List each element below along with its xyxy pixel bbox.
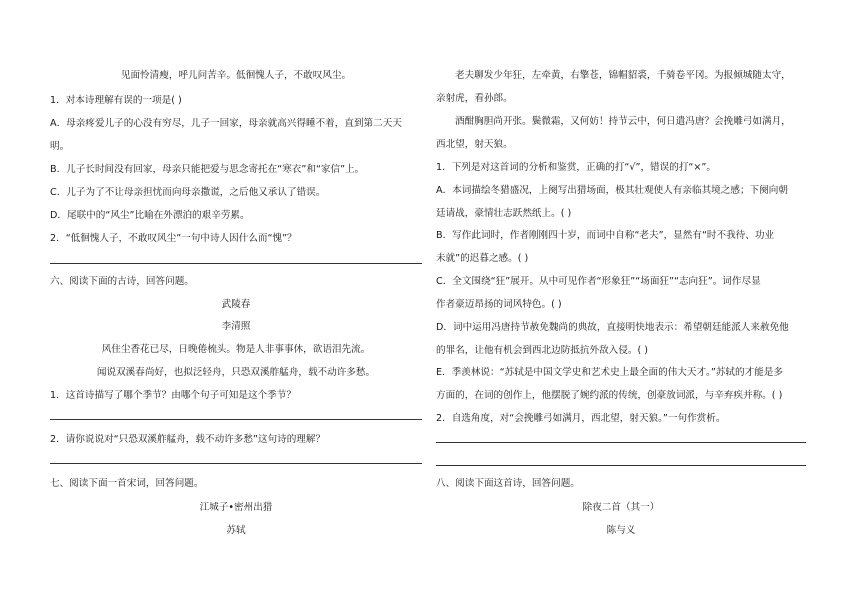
section-6-question-1: 1．这首诗描写了哪个季节？由哪个句子可知是这个季节？: [50, 390, 296, 401]
section-7-heading: 七、阅读下面一首宋词，回答问题。: [50, 478, 204, 489]
question-1-stem: 1．对本诗理解有误的一项是( ): [50, 95, 182, 106]
option-e-line-2: 方面的，在词的创作上，他摆脱了婉约派的传统，创豪放词派，与辛弃疾并称。( ): [436, 390, 783, 401]
poem-7-author: 苏轼: [226, 525, 246, 536]
poem-6-line-1: 风住尘香花已尽，日晚倦梳头。物是人非事事休，欲语泪先流。: [101, 344, 371, 355]
option-b: B．儿子长时间没有回家，母亲只能把爱与思念寄托在“寒衣”和“家信”上。: [50, 164, 365, 175]
poem-7-para-1-line-1: 老夫聊发少年狂，左牵黄，右擎苍，锦帽貂裘，千骑卷平冈。为报倾城随太守，: [455, 70, 791, 81]
question-2: 2．“低徊愧人子，不敢叹风尘”一句中诗人因什么而“愧”？: [50, 233, 297, 244]
answer-line[interactable]: [50, 419, 422, 420]
answer-line[interactable]: [436, 465, 806, 466]
poem-7-title: 江城子•密州出猎: [199, 502, 273, 513]
poem-7-para-1-line-2: 亲射虎，看孙郎。: [436, 93, 513, 104]
option-b-line-1: B．写作此词时，作者刚刚四十岁，而词中自称“老夫”，显然有“时不我待、功业: [436, 230, 775, 241]
poem-8-author: 陈与义: [606, 525, 636, 536]
option-a-line-1: A．本词描绘冬猎盛况，上阕写出猎场面，极其壮观使人有亲临其境之感；下阕向朝: [436, 185, 788, 196]
option-e-line-1: E．季羡林说：“苏轼是中国文学史和艺术史上最全面的伟大天才。”苏轼的才能是多: [436, 367, 783, 378]
poem-7-para-2-line-1: 酒酣胸胆尚开张。鬓微霜，又何妨！持节云中，何日遣冯唐？会挽雕弓如满月，: [455, 116, 791, 127]
option-d-line-1: D．词中运用冯唐持节赦免魏尚的典故，直接明快地表示：希望朝廷能派人来赦免他: [436, 322, 789, 333]
question-2: 2．自选角度，对“会挽雕弓如满月，西北望，射天狼。”一句作赏析。: [436, 413, 726, 424]
option-a-line-2: 廷请战，豪情壮志跃然纸上。( ): [436, 208, 572, 219]
answer-line[interactable]: [50, 463, 422, 464]
poem-6-author: 李清照: [221, 321, 251, 332]
answer-line[interactable]: [436, 442, 806, 443]
poem-6-line-2: 闻说双溪春尚好，也拟泛轻舟，只恐双溪舴艋舟，载不动许多愁。: [96, 367, 376, 378]
poem-last-line: 见面怜清瘦，呼儿问苦辛。低徊愧人子，不敢叹风尘。: [120, 70, 352, 81]
option-c: C．儿子为了不让母亲担忧而向母亲撒谎，之后他又承认了错误。: [50, 187, 326, 198]
option-b-line-2: 未就”的迟暮之感。( ): [436, 253, 529, 264]
option-a-line-2: 明。: [50, 141, 70, 152]
section-6-question-2: 2．请你说说对“只恐双溪舴艋舟，载不动许多愁”这句诗的理解？: [50, 434, 326, 445]
poem-7-para-2-line-2: 西北望，射天狼。: [436, 139, 513, 150]
section-8-heading: 八、阅读下面这首诗，回答问题。: [436, 478, 580, 489]
option-d: D．尾联中的“风尘”比喻在外漂泊的艰辛劳累。: [50, 210, 250, 221]
question-1-stem: 1．下列是对这首词的分析和鉴赏，正确的打“√”，错误的打“×”。: [436, 162, 716, 173]
section-6-heading: 六、阅读下面的古诗，回答问题。: [50, 276, 194, 287]
poem-8-title: 除夜二首（其一）: [582, 502, 660, 513]
answer-line[interactable]: [50, 263, 422, 264]
option-c-line-2: 作者豪迈昂扬的词风特色。( ): [436, 299, 562, 310]
option-c-line-1: C．全文围绕“狂”展开。从中可见作者“形象狂”“场面狂”“志向狂”。词作尽显: [436, 276, 761, 287]
option-a-line-1: A．母亲疼爱儿子的心没有穷尽，儿子一回家，母亲就高兴得睡不着，直到第二天天: [50, 118, 402, 129]
poem-6-title: 武陵春: [221, 299, 251, 310]
option-d-line-2: 的罪名，让他有机会到西北边防抵抗外敌入侵。( ): [436, 345, 649, 356]
